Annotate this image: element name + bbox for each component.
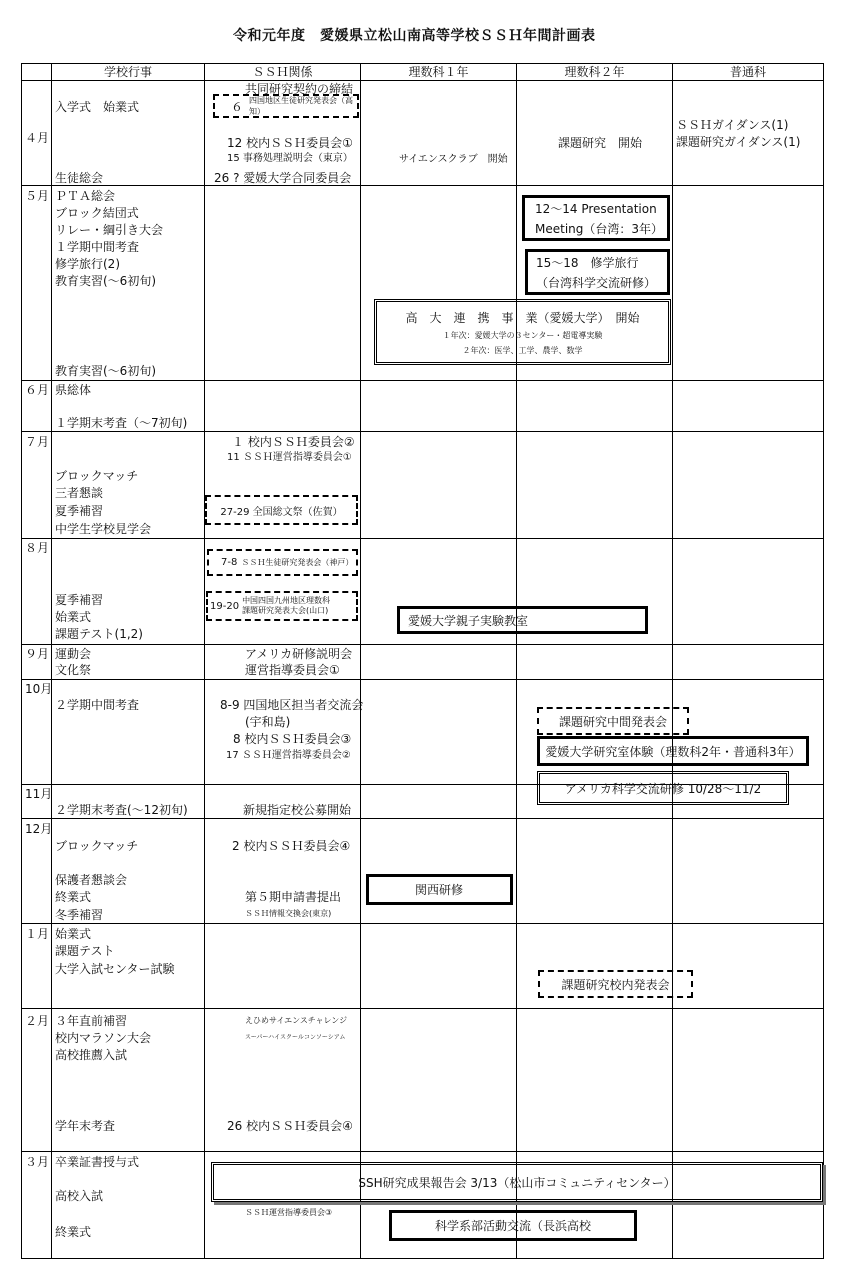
month-label: ７月 (25, 435, 50, 449)
event-text: （台湾科学交流研修） (536, 275, 657, 290)
month-label: ９月 (25, 647, 50, 661)
ssh-event-box (213, 94, 359, 118)
ssh-item: スーパーハイスクールコンソーシアム (245, 1034, 346, 1041)
rika2-event-box (525, 249, 670, 295)
school-event: 修学旅行(2) (55, 257, 120, 271)
ssh-box-text: ＳＳＨ生徒研究発表会（神戸） (241, 558, 354, 567)
school-event: ブロック結団式 (55, 206, 139, 220)
event-text: 愛媛大学親子実験教室 (408, 613, 529, 628)
ssh-item: 15 事務処理説明会（東京） (227, 153, 353, 164)
ssh-box-text: 課題研究発表大会(山口) (242, 606, 329, 615)
ssh-box-text: 四国地区生徒研究発表会（高知） (249, 96, 354, 116)
kagakubu-koryu-box (389, 1210, 637, 1241)
school-event: 課題テスト(1,2) (55, 627, 143, 641)
school-event: 校内マラソン大会 (55, 1031, 152, 1045)
rika2-event-box (522, 195, 670, 241)
ssh-box-text: 27-29 全国総文祭（佐賀） (220, 506, 343, 518)
ssh-event-box (205, 495, 358, 525)
school-event: 保護者懇談会 (55, 873, 128, 887)
ssh-item: 11 ＳＳＨ運営指導委員会① (227, 452, 352, 463)
school-event: 冬季補習 (55, 908, 104, 922)
event-text: 科学系部活動交流（長浜高校 (434, 1219, 591, 1233)
month-label: ６月 (25, 383, 50, 397)
month-label: １月 (25, 927, 50, 941)
ssh-item: 第５期申請書提出 (245, 890, 342, 904)
event-text: アメリカ科学交流研修 10/28～11/2 (564, 781, 762, 796)
event-text: ２年次：医学、工学、農学、数学 (462, 345, 583, 355)
ssh-item: 12 校内ＳＳＨ委員会① (227, 136, 353, 150)
oyako-jikken-box (397, 606, 648, 634)
america-kenshu-box (537, 771, 789, 805)
school-event: 教育実習(～6初旬) (55, 274, 156, 288)
ssh-item: 共同研究契約の締結 (245, 82, 354, 96)
rika2-item: 課題研究 開始 (558, 136, 643, 150)
month-label: 10月 (25, 682, 53, 696)
school-event: ２学期末考査(～12初旬) (55, 803, 188, 817)
ssh-box-date: 7-8 (221, 557, 238, 568)
school-event: 始業式 (55, 610, 92, 624)
ssh-box-date: 19-20 (210, 600, 240, 612)
ssh-event-box (207, 549, 358, 576)
event-text: 愛媛大学研究室体験（理数科2年・普通科3年） (545, 744, 801, 759)
school-event: ＰＴＡ総会 (55, 189, 116, 203)
ssh-item: 26 校内ＳＳＨ委員会④ (227, 1119, 353, 1133)
ssh-box-date: ６ (231, 99, 244, 114)
ssh-item: 17 ＳＳＨ運営指導委員会② (226, 750, 351, 761)
school-event: 高校推薦入試 (55, 1048, 128, 1062)
header-ssh: ＳＳＨ関係 (252, 65, 313, 79)
event-text: 課題研究中間発表会 (558, 714, 667, 729)
month-label: ５月 (25, 189, 50, 203)
school-event: ブロックマッチ (55, 469, 139, 483)
header-school-events: 学校行事 (103, 65, 152, 79)
ssh-event-box (206, 591, 358, 621)
kodai-renkei-box (374, 299, 671, 365)
kansai-kenshu-box (366, 874, 513, 905)
school-event: 運動会 (55, 647, 92, 661)
school-event: 卒業証書授与式 (55, 1155, 140, 1169)
school-event: 終業式 (55, 1225, 92, 1239)
futsu-item: 課題研究ガイダンス(1) (676, 135, 801, 149)
header-rika1: 理数科１年 (408, 65, 469, 79)
ssh-item: えひめサイエンスチャレンジ (245, 1016, 348, 1025)
ssh-item: 新規指定校公募開始 (243, 803, 352, 817)
ssh-item: 8 校内ＳＳＨ委員会③ (233, 732, 352, 746)
ssh-item: ＳＳＨ運営指導委員会③ (245, 1208, 333, 1217)
school-event: １学期中間考査 (55, 240, 140, 254)
kounai-happyo-box (538, 970, 693, 998)
chukan-happyo-box (537, 707, 689, 735)
school-event: ブロックマッチ (55, 839, 139, 853)
school-event: リレー・綱引き大会 (55, 223, 164, 237)
school-event: ３年直前補習 (55, 1014, 128, 1028)
ssh-box-text: 中国四国九州地区理数科 (242, 596, 331, 606)
event-text: 関西研修 (415, 883, 464, 897)
school-event: 教育実習(～6初旬) (55, 364, 156, 378)
event-text: 12～14 Presentation (535, 201, 657, 216)
event-text: SSH研究成果報告会 3/13（松山市コミュニティセンター） (358, 1175, 676, 1190)
school-event: 夏季補習 (55, 593, 104, 607)
seika-houkokukai-box (211, 1162, 823, 1202)
event-text: Meeting（台湾：3年） (535, 221, 664, 236)
ssh-item: 8-9 四国地区担当者交流会 (220, 698, 364, 712)
ssh-item: 運営指導委員会① (245, 663, 340, 677)
event-text: １年次：愛媛大学の３センター・超電導実験 (442, 330, 603, 340)
school-event: 入学式 始業式 (55, 100, 140, 114)
event-text: 課題研究校内発表会 (561, 977, 670, 992)
ssh-item: (宇和島) (245, 715, 291, 729)
school-event: 夏季補習 (55, 504, 104, 518)
month-label: ４月 (25, 131, 50, 145)
school-event: ２学期中間考査 (55, 698, 140, 712)
month-label: 12月 (25, 822, 53, 836)
school-event: 三者懇談 (55, 486, 104, 500)
header-futsu: 普通科 (729, 65, 766, 79)
ssh-item: ＳＳＨ情報交換会(東京) (245, 909, 332, 918)
month-label: ２月 (25, 1014, 50, 1028)
ssh-item: 2 校内ＳＳＨ委員会④ (232, 839, 351, 853)
school-event: 高校入試 (55, 1189, 104, 1203)
school-event: 県総体 (55, 383, 92, 397)
ssh-item: １ 校内ＳＳＨ委員会② (232, 435, 355, 449)
header-rika2: 理数科２年 (564, 65, 625, 79)
page-title: 令和元年度 愛媛県立松山南高等学校ＳＳＨ年間計画表 (233, 28, 596, 44)
school-event: 文化祭 (55, 663, 92, 677)
school-event: １学期末考査（～7初旬) (55, 416, 188, 430)
school-event: 大学入試センター試験 (55, 962, 175, 976)
month-label: ３月 (25, 1155, 50, 1169)
kenkyushitsu-box (537, 736, 809, 766)
school-event: 学年末考査 (55, 1119, 116, 1133)
month-label: ８月 (25, 541, 50, 555)
rika1-item: サイエンスクラブ 開始 (399, 154, 508, 165)
school-event: 始業式 (55, 927, 92, 941)
event-text: 15～18 修学旅行 (536, 255, 639, 270)
school-event: 終業式 (55, 890, 92, 904)
school-event: 中学生学校見学会 (55, 522, 152, 536)
ssh-item: アメリカ研修説明会 (245, 647, 353, 661)
month-label: 11月 (25, 787, 53, 801)
futsu-item: ＳＳＨガイダンス(1) (676, 118, 789, 132)
school-event: 生徒総会 (55, 171, 104, 185)
event-title: 高 大 連 携 事 業（愛媛大学） 開始 (405, 310, 640, 325)
ssh-item: 26 ? 愛媛大学合同委員会 (214, 171, 352, 185)
school-event: 課題テスト (55, 944, 115, 958)
